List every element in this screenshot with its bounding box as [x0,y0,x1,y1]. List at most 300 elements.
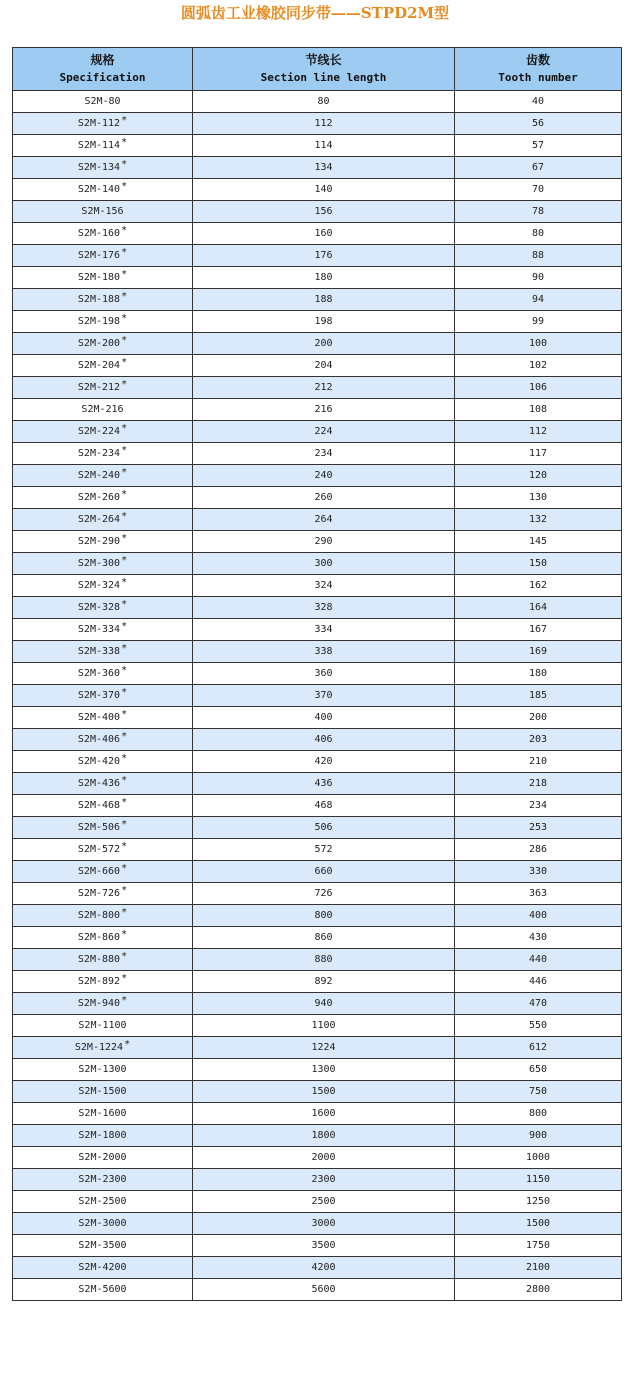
cell-tooth-number: 550 [455,1015,622,1037]
cell-specification [13,91,193,113]
cell-tooth-number: 150 [455,553,622,575]
table-row [13,883,622,905]
cell-section-line-length: 436 [193,773,455,795]
cell-specification [13,971,193,993]
table-row [13,597,622,619]
table-row [13,773,622,795]
asterisk-mark: * [121,357,128,368]
spec-code: S2M-880 [77,954,121,965]
cell-tooth-number: 90 [455,267,622,289]
cell-section-line-length: 800 [193,905,455,927]
table-row [13,289,622,311]
cell-tooth-number: 56 [455,113,622,135]
table-row [13,531,622,553]
cell-section-line-length: 3000 [193,1213,455,1235]
cell-specification [13,223,193,245]
table-row [13,377,622,399]
cell-specification [13,685,193,707]
cell-specification [13,201,193,223]
cell-specification [13,135,193,157]
asterisk-mark: * [121,841,128,852]
table-row [13,1279,622,1301]
cell-tooth-number: 440 [455,949,622,971]
table-row [13,553,622,575]
asterisk-mark: * [121,973,128,984]
header-specification [13,48,193,91]
cell-section-line-length: 216 [193,399,455,421]
cell-tooth-number: 106 [455,377,622,399]
spec-code: S2M-234 [77,448,121,459]
cell-tooth-number: 2100 [455,1257,622,1279]
table-row [13,1103,622,1125]
table-row [13,927,622,949]
spec-code: S2M-360 [77,668,121,679]
cell-section-line-length: 1224 [193,1037,455,1059]
cell-section-line-length: 290 [193,531,455,553]
cell-tooth-number: 650 [455,1059,622,1081]
table-row [13,135,622,157]
cell-section-line-length: 324 [193,575,455,597]
page-title: 圆弧齿工业橡胶同步带——STPD2M型 [180,4,450,22]
cell-tooth-number: 40 [455,91,622,113]
cell-specification [13,1213,193,1235]
cell-section-line-length: 1500 [193,1081,455,1103]
table-row [13,993,622,1015]
cell-specification [13,179,193,201]
cell-section-line-length: 240 [193,465,455,487]
cell-section-line-length: 198 [193,311,455,333]
cell-tooth-number: 100 [455,333,622,355]
table-row [13,179,622,201]
asterisk-mark: * [121,775,128,786]
cell-tooth-number: 108 [455,399,622,421]
asterisk-mark: * [121,313,128,324]
cell-section-line-length: 660 [193,861,455,883]
cell-section-line-length: 260 [193,487,455,509]
asterisk-mark: * [121,731,128,742]
cell-specification [13,663,193,685]
cell-specification [13,311,193,333]
header-en-label: Section line length [260,71,387,84]
cell-specification [13,245,193,267]
header-section-line-length [193,48,455,91]
spec-code: S2M-338 [77,646,121,657]
asterisk-mark: * [121,467,128,478]
cell-tooth-number: 145 [455,531,622,553]
cell-specification [13,1037,193,1059]
cell-section-line-length: 188 [193,289,455,311]
asterisk-mark: * [121,621,128,632]
asterisk-mark: * [121,423,128,434]
cell-tooth-number: 446 [455,971,622,993]
cell-tooth-number: 130 [455,487,622,509]
asterisk-mark: * [121,379,128,390]
cell-section-line-length: 180 [193,267,455,289]
cell-tooth-number: 88 [455,245,622,267]
spec-code: S2M-5600 [78,1284,127,1295]
table-row [13,949,622,971]
cell-section-line-length: 1800 [193,1125,455,1147]
cell-section-line-length: 880 [193,949,455,971]
table-row [13,399,622,421]
cell-specification [13,531,193,553]
spec-code: S2M-860 [77,932,121,943]
header-tooth-number [455,48,622,91]
asterisk-mark: * [121,511,128,522]
cell-specification [13,795,193,817]
table-row [13,1125,622,1147]
asterisk-mark: * [121,247,128,258]
cell-specification [13,267,193,289]
cell-section-line-length: 1100 [193,1015,455,1037]
cell-section-line-length: 156 [193,201,455,223]
asterisk-mark: * [121,225,128,236]
cell-specification [13,289,193,311]
spec-code: S2M-406 [77,734,121,745]
spec-code: S2M-212 [77,382,121,393]
spec-code: S2M-1300 [78,1064,127,1075]
cell-tooth-number: 2800 [455,1279,622,1301]
cell-section-line-length: 940 [193,993,455,1015]
cell-tooth-number: 234 [455,795,622,817]
table-row [13,223,622,245]
cell-tooth-number: 330 [455,861,622,883]
spec-code: S2M-198 [77,316,121,327]
header-cn-label: 节线长 [305,53,342,67]
table-row [13,333,622,355]
spec-code: S2M-260 [77,492,121,503]
asterisk-mark: * [121,951,128,962]
cell-tooth-number: 94 [455,289,622,311]
table-row [13,1037,622,1059]
asterisk-mark: * [121,819,128,830]
asterisk-mark: * [121,159,128,170]
spec-code: S2M-334 [77,624,121,635]
cell-specification [13,883,193,905]
asterisk-mark: * [121,599,128,610]
cell-section-line-length: 134 [193,157,455,179]
table-row [13,839,622,861]
spec-code: S2M-1600 [78,1108,127,1119]
cell-specification [13,1125,193,1147]
spec-code: S2M-328 [77,602,121,613]
cell-specification [13,1015,193,1037]
cell-section-line-length: 334 [193,619,455,641]
cell-tooth-number: 185 [455,685,622,707]
spec-code: S2M-940 [77,998,121,1009]
spec-code: S2M-660 [77,866,121,877]
spec-code: S2M-188 [77,294,121,305]
table-row [13,795,622,817]
cell-section-line-length: 726 [193,883,455,905]
cell-specification [13,553,193,575]
cell-specification [13,399,193,421]
cell-section-line-length: 4200 [193,1257,455,1279]
table-row [13,1081,622,1103]
cell-tooth-number: 430 [455,927,622,949]
cell-section-line-length: 860 [193,927,455,949]
cell-tooth-number: 162 [455,575,622,597]
table-row [13,355,622,377]
table-row [13,1015,622,1037]
asterisk-mark: * [121,797,128,808]
spec-code: S2M-156 [81,206,124,217]
spec-code: S2M-2500 [78,1196,127,1207]
cell-specification [13,817,193,839]
asterisk-mark: * [121,643,128,654]
spec-code: S2M-134 [77,162,121,173]
cell-specification [13,157,193,179]
table-row [13,1235,622,1257]
cell-specification [13,465,193,487]
cell-tooth-number: 112 [455,421,622,443]
table-row [13,1257,622,1279]
cell-tooth-number: 167 [455,619,622,641]
cell-tooth-number: 1250 [455,1191,622,1213]
cell-specification [13,707,193,729]
header-en-label: Specification [59,71,146,84]
table-row [13,641,622,663]
header-row [13,48,622,91]
cell-tooth-number: 470 [455,993,622,1015]
table-body [13,91,622,1301]
spec-code: S2M-176 [77,250,121,261]
asterisk-mark: * [121,137,128,148]
table-row [13,1191,622,1213]
spec-code: S2M-1500 [78,1086,127,1097]
spec-code: S2M-468 [77,800,121,811]
cell-section-line-length: 400 [193,707,455,729]
spec-code: S2M-370 [77,690,121,701]
cell-specification [13,1059,193,1081]
cell-tooth-number: 363 [455,883,622,905]
cell-specification [13,751,193,773]
table-row [13,201,622,223]
asterisk-mark: * [121,445,128,456]
cell-specification [13,377,193,399]
table-row [13,861,622,883]
cell-section-line-length: 140 [193,179,455,201]
asterisk-mark: * [121,489,128,500]
asterisk-mark: * [121,291,128,302]
table-row [13,1059,622,1081]
table-row [13,267,622,289]
cell-specification [13,839,193,861]
table-row [13,443,622,465]
spec-code: S2M-216 [81,404,124,415]
cell-tooth-number: 286 [455,839,622,861]
cell-specification [13,773,193,795]
table-row [13,707,622,729]
spec-code: S2M-224 [77,426,121,437]
cell-section-line-length: 264 [193,509,455,531]
spec-code: S2M-420 [77,756,121,767]
asterisk-mark: * [121,863,128,874]
cell-specification [13,333,193,355]
cell-tooth-number: 67 [455,157,622,179]
table-row [13,619,622,641]
spec-code: S2M-1100 [78,1020,127,1031]
asterisk-mark: * [121,335,128,346]
cell-specification [13,1169,193,1191]
table-row [13,91,622,113]
cell-specification [13,729,193,751]
cell-tooth-number: 253 [455,817,622,839]
asterisk-mark: * [121,269,128,280]
cell-section-line-length: 506 [193,817,455,839]
cell-specification [13,443,193,465]
spec-table [12,47,622,1301]
cell-section-line-length: 234 [193,443,455,465]
cell-section-line-length: 176 [193,245,455,267]
cell-tooth-number: 1750 [455,1235,622,1257]
table-row [13,421,622,443]
table-row [13,487,622,509]
table-row [13,575,622,597]
cell-specification [13,993,193,1015]
spec-code: S2M-300 [77,558,121,569]
cell-tooth-number: 750 [455,1081,622,1103]
cell-tooth-number: 200 [455,707,622,729]
cell-tooth-number: 70 [455,179,622,201]
header-cn-label: 规格 [90,53,115,67]
spec-code: S2M-1800 [78,1130,127,1141]
spec-code: S2M-2000 [78,1152,127,1163]
cell-section-line-length: 370 [193,685,455,707]
cell-section-line-length: 80 [193,91,455,113]
spec-code: S2M-1224 [74,1042,124,1053]
spec-code: S2M-204 [77,360,121,371]
cell-section-line-length: 112 [193,113,455,135]
asterisk-mark: * [121,907,128,918]
table-row [13,905,622,927]
cell-specification [13,597,193,619]
cell-tooth-number: 78 [455,201,622,223]
spec-code: S2M-506 [77,822,121,833]
cell-specification [13,1081,193,1103]
asterisk-mark: * [121,885,128,896]
cell-section-line-length: 572 [193,839,455,861]
spec-code: S2M-572 [77,844,121,855]
header-cn-label: 齿数 [525,53,550,67]
cell-tooth-number: 612 [455,1037,622,1059]
spec-code: S2M-436 [77,778,121,789]
cell-specification [13,1279,193,1301]
spec-code: S2M-240 [77,470,121,481]
asterisk-mark: * [124,1039,131,1050]
table-row [13,685,622,707]
spec-code: S2M-290 [77,536,121,547]
cell-section-line-length: 114 [193,135,455,157]
table-row [13,1169,622,1191]
cell-section-line-length: 892 [193,971,455,993]
spec-code: S2M-200 [77,338,121,349]
cell-tooth-number: 99 [455,311,622,333]
cell-specification [13,619,193,641]
cell-specification [13,949,193,971]
cell-tooth-number: 120 [455,465,622,487]
table-row [13,157,622,179]
spec-code: S2M-80 [84,96,121,107]
cell-tooth-number: 1150 [455,1169,622,1191]
cell-section-line-length: 406 [193,729,455,751]
spec-code: S2M-264 [77,514,121,525]
cell-section-line-length: 3500 [193,1235,455,1257]
spec-code: S2M-180 [77,272,121,283]
spec-code: S2M-892 [77,976,121,987]
cell-tooth-number: 210 [455,751,622,773]
table-row [13,311,622,333]
cell-specification [13,509,193,531]
cell-section-line-length: 204 [193,355,455,377]
asterisk-mark: * [121,687,128,698]
cell-section-line-length: 224 [193,421,455,443]
cell-tooth-number: 169 [455,641,622,663]
spec-code: S2M-112 [77,118,121,129]
asterisk-mark: * [121,555,128,566]
cell-section-line-length: 200 [193,333,455,355]
cell-section-line-length: 338 [193,641,455,663]
table-row [13,465,622,487]
cell-section-line-length: 468 [193,795,455,817]
cell-section-line-length: 1300 [193,1059,455,1081]
cell-section-line-length: 160 [193,223,455,245]
cell-specification [13,861,193,883]
cell-tooth-number: 164 [455,597,622,619]
cell-tooth-number: 102 [455,355,622,377]
cell-tooth-number: 1500 [455,1213,622,1235]
spec-code: S2M-114 [77,140,121,151]
spec-code: S2M-400 [77,712,121,723]
table-row [13,817,622,839]
table-row [13,509,622,531]
cell-specification [13,113,193,135]
cell-tooth-number: 800 [455,1103,622,1125]
cell-tooth-number: 132 [455,509,622,531]
spec-code: S2M-800 [77,910,121,921]
cell-section-line-length: 360 [193,663,455,685]
cell-specification [13,421,193,443]
asterisk-mark: * [121,577,128,588]
cell-tooth-number: 1000 [455,1147,622,1169]
header-en-label: Tooth number [498,71,578,84]
table-row [13,729,622,751]
cell-tooth-number: 900 [455,1125,622,1147]
spec-code: S2M-160 [77,228,121,239]
cell-section-line-length: 420 [193,751,455,773]
spec-code: S2M-2300 [78,1174,127,1185]
asterisk-mark: * [121,115,128,126]
cell-section-line-length: 2300 [193,1169,455,1191]
spec-code: S2M-140 [77,184,121,195]
table-row [13,1213,622,1235]
cell-section-line-length: 212 [193,377,455,399]
cell-tooth-number: 203 [455,729,622,751]
cell-specification [13,905,193,927]
spec-code: S2M-726 [77,888,121,899]
cell-specification [13,641,193,663]
cell-specification [13,1257,193,1279]
table-row [13,751,622,773]
table-header [13,48,622,91]
spec-code: S2M-324 [77,580,121,591]
table-row [13,113,622,135]
cell-tooth-number: 180 [455,663,622,685]
cell-specification [13,1191,193,1213]
asterisk-mark: * [121,753,128,764]
cell-specification [13,1147,193,1169]
cell-tooth-number: 117 [455,443,622,465]
